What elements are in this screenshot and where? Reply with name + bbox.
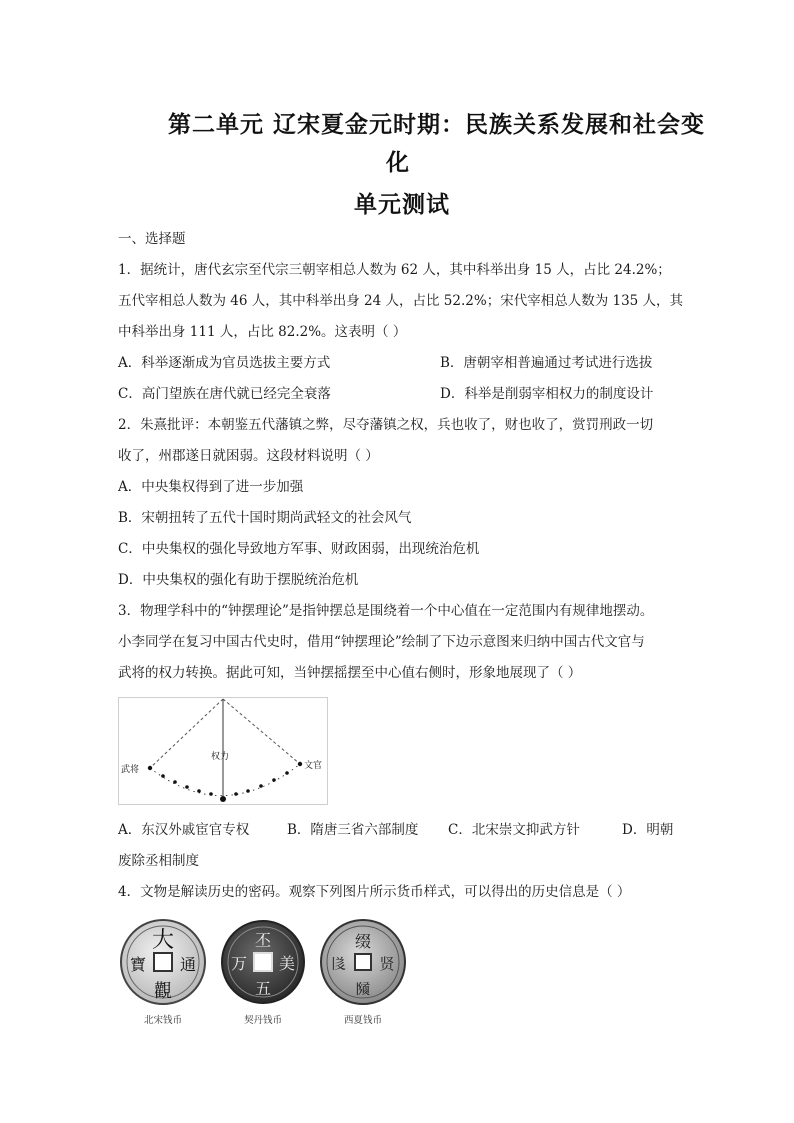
q2-option-a: A．中央集权得到了进一步加强 (118, 479, 304, 495)
svg-text:觀: 觀 (154, 981, 172, 1002)
q2-stem-line1: 2．朱熹批评：本朝鉴五代藩镇之弊，尽夺藩镇之权，兵也收了，财也收了，赏罚刑政一切 (118, 417, 654, 433)
khitan-coin (222, 921, 304, 1003)
q3-stem-line1: 3．物理学科中的“钟摆理论”是指钟摆总是围绕着一个中心值在一定范围内有规律地摆动。 (118, 603, 654, 619)
western-xia-coin (321, 920, 405, 1004)
q2-stem-line2: 收了，州郡遂日就困弱。这段材料说明（ ） (118, 448, 379, 464)
svg-text:𗁅: 𗁅 (331, 955, 347, 973)
svg-text:通: 通 (179, 955, 197, 974)
q1-option-d: D．科举是削弱宰相权力的制度设计 (440, 386, 654, 402)
coins-figure (118, 917, 418, 1009)
pendulum-figure (118, 697, 328, 805)
label-power: 权力 (211, 752, 230, 762)
q2-option-b: B．宋朝扭转了五代十国时期尚武轻文的社会风气 (118, 510, 412, 526)
svg-text:贤: 贤 (379, 955, 395, 973)
q3-option-a: A．东汉外戚宦官专权 (118, 822, 250, 838)
section-heading: 一、选择题 (118, 231, 186, 247)
q3-option-c: C．北宋崇文抑武方针 (448, 822, 580, 838)
svg-text:寶: 寶 (129, 955, 147, 974)
q3-option-b: B．隋唐三省六部制度 (287, 822, 419, 838)
coin-caption-khitan: 契丹钱币 (243, 1015, 282, 1026)
svg-text:丕: 丕 (254, 931, 272, 950)
q1-option-b: B．唐朝宰相普遍通过考试进行选拔 (440, 355, 653, 371)
q3-option-d-continued: 废除丞相制度 (118, 853, 199, 869)
q3-option-d: D．明朝 (622, 822, 674, 838)
q4-stem-line1: 4．文物是解读历史的密码。观察下列图片所示货币样式，可以得出的历史信息是（ ） (118, 884, 631, 900)
coin-caption-western-xia: 西夏钱币 (343, 1015, 382, 1026)
q3-stem-line3: 武将的权力转换。据此可知，当钟摆摇摆至中心值右侧时，形象地展现了（ ） (118, 665, 582, 681)
q1-stem-line3: 中科举出身 111 人，占比 82.2%。这表明（ ） (118, 324, 407, 340)
q1-option-a: A．科举逐渐成为官员选拔主要方式 (118, 355, 331, 371)
label-civil-officials: 文官 (304, 761, 323, 771)
q3-stem-line2: 小李同学在复习中国古代史时，借用“钟摆理论”绘制了下边示意图来归纳中国古代文官与 (118, 634, 645, 650)
page-title-line1: 第二单元 辽宋夏金元时期：民族关系发展和社会变 (168, 112, 706, 138)
svg-text:美: 美 (278, 954, 296, 973)
q1-stem-line2: 五代宰相总人数为 46 人，其中科举出身 24 人，占比 52.2%；宋代宰相总人数为 135 人，其 (118, 293, 684, 309)
q1-option-c: C．高门望族在唐代就已经完全衰落 (118, 386, 331, 402)
q2-option-c: C．中央集权的强化导致地方军事、财政困弱，出现统治危机 (118, 541, 480, 557)
svg-text:缀: 缀 (354, 932, 372, 951)
svg-text:大: 大 (151, 928, 175, 953)
coin-caption-northern-song: 北宋钱币 (143, 1015, 182, 1026)
svg-text:五: 五 (254, 979, 272, 998)
q1-stem-line1: 1．据统计，唐代玄宗至代宗三朝宰相总人数为 62 人，其中科举出身 15 人，占比 24.2%； (118, 262, 671, 278)
q2-option-d: D．中央集权的强化有助于摆脱统治危机 (118, 572, 359, 588)
page-title-line2: 化 (386, 150, 410, 176)
svg-text:万: 万 (230, 954, 248, 973)
page-subtitle: 单元测试 (354, 192, 450, 218)
northern-song-coin (121, 920, 205, 1004)
label-military-officials: 武将 (121, 765, 140, 775)
svg-text:𗂧: 𗂧 (355, 980, 371, 998)
